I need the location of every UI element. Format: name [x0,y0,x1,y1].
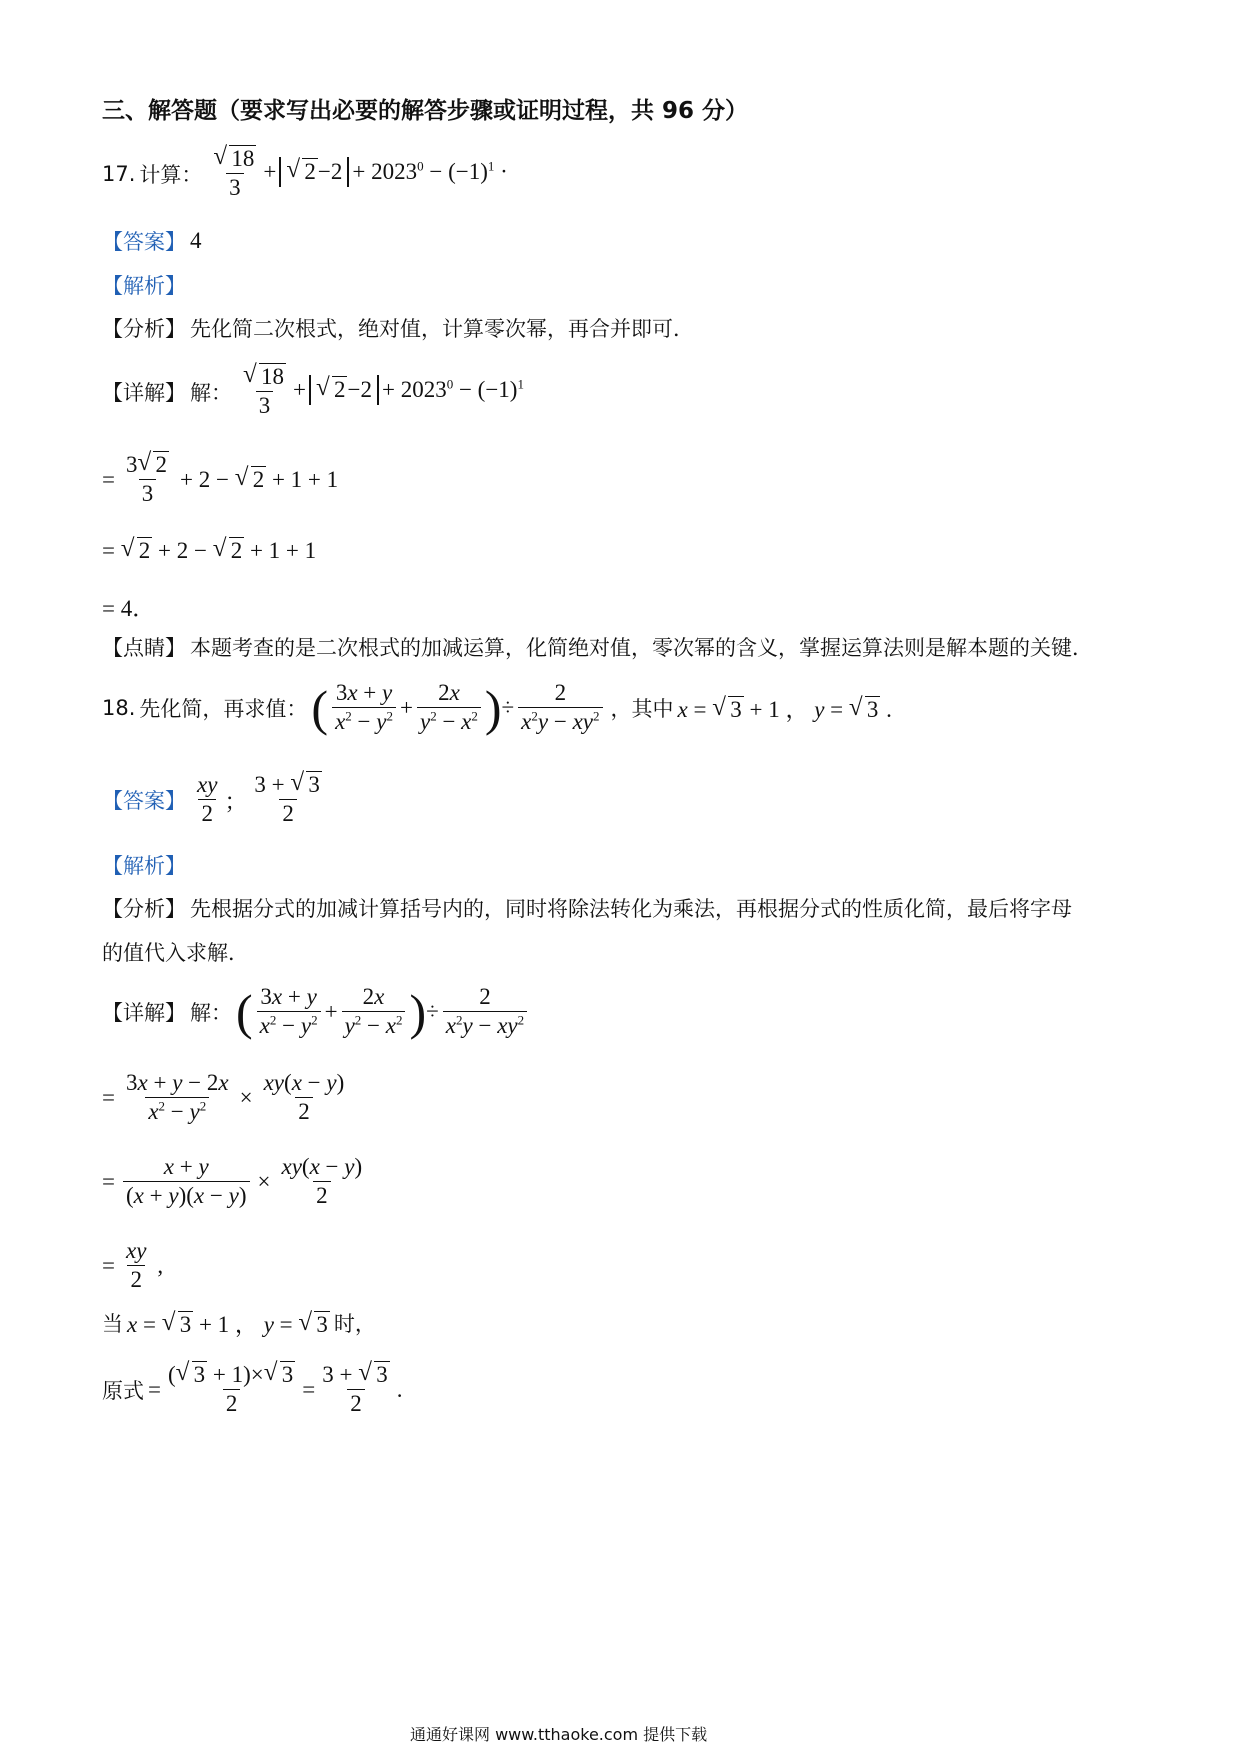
q17-fenxi-tag: 【分析】 [102,317,186,341]
q18-fenxi-1: 先根据分式的加减计算括号内的，同时将除法转化为乘法，再根据分式的性质化简，最后将字母 [190,897,1072,921]
q18-fenxi-2: 的值代入求解． [102,941,249,965]
q18-fenxi-tag: 【分析】 [102,897,186,921]
q18-cond: ，其中 [610,696,674,721]
q17-statement [102,146,508,202]
q18-detail-expression: ( $\frac{3x + y}{x^2 - y^2}$ + $\frac{2x}{y^2 - x^2}$ ) ÷ $\frac{2}{x^2y - xy^2}$ [236,984,531,1040]
q18-expression: ( $\frac{3x + y}{x^2 - y^2}$ + $\frac{2x}{y^2 - x^2}$ ) ÷ $\frac{2}{x^2y - xy^2}$ [311,680,606,736]
q17-dianjing-line [102,632,1093,662]
q17-prompt: 计算： [139,162,203,187]
q17-dianjing: 本题考查的是二次根式的加减运算，化简绝对值，零次幂的含义，掌握运算法则是解本题的关键． [190,636,1093,660]
q18-prompt: 先化简，再求值： [139,696,308,721]
q18-shi: 时， [333,1311,376,1336]
q18-analysis-tag: 【解析】 [102,854,186,878]
q17-fenxi: 先化简二次根式，绝对值，计算零次幂，再合并即可． [190,317,694,341]
q17-step3: = 4． [102,596,156,621]
q18-xiangjie-tag: 【详解】 [102,1000,186,1025]
q18-final-line [102,1362,402,1418]
q17-dianjing-tag: 【点睛】 [102,636,186,660]
q18-step1: = $\frac{3x + y - 2x}{x^2 - y^2}$ × $\frac{xy(x - y)}{2}$ [102,1070,345,1125]
q17-expression: √ $\frac{18}{3}$ +√ $2-2 + 2023^0 - (-1)^1$ · [206,146,507,202]
q17-detail-line [102,364,524,420]
q18-when-values: x = √ 3 + 1 ， y = √ 3 [127,1306,330,1339]
q17-answer-tag: 【答案】 [102,230,186,254]
q18-answer-tag: 【答案】 [102,788,186,813]
q17-step1: = $\frac{3√ 2}{3}$ + 2 − √ 2 + 1 + 1 [102,452,338,508]
q17-answer-line [102,226,202,256]
q17-number: 17. [102,161,136,186]
q18-detail-line [102,984,531,1040]
q18-final-expression: = $\frac{(√ 3 + 1)\times√ 3}{2}$ = $\frac{3 + √ 3}{2}$ . [148,1362,402,1418]
q17-fenxi-line [102,313,694,343]
q17-jie: 解： [190,380,232,405]
q18-when-line [102,1306,376,1339]
q17-answer: 4 [190,228,202,253]
q18-step2: = $\frac{x + y}{(x + y)(x - y)}$ × $\frac{xy(x - y)}{2}$ [102,1154,363,1209]
q18-statement [102,680,892,736]
q18-values: x = √ 3 + 1 ， y = √ 3 . [678,691,892,724]
q18-fenxi-line [102,893,1072,923]
q17-detail-expression: √ $\frac{18}{3}$ +√ $2-2 + 2023^0 - (-1)^1$ [236,364,524,420]
q18-answer: $\frac{xy}{2}$ ； $\frac{3 + √ 3}{2}$ [190,772,329,828]
section-title: 三、解答题（要求写出必要的解答步骤或证明过程，共 96 分） [102,98,749,124]
q18-jie: 解： [190,1000,232,1025]
q18-answer-line [102,772,329,828]
q18-when: 当 [102,1311,123,1336]
q17-xiangjie-tag: 【详解】 [102,380,186,405]
footer-text: 通通好课网 www.tthaoke.com 提供下载 [410,1725,708,1744]
q18-step3: = $\frac{xy}{2}$ , [102,1238,164,1293]
q18-number: 18. [102,695,136,720]
q17-step2: = √ 2 + 2 − √ 2 + 1 + 1 [102,538,316,564]
q18-yuanshi: 原式 [102,1378,144,1403]
q17-analysis-tag: 【解析】 [102,274,186,298]
